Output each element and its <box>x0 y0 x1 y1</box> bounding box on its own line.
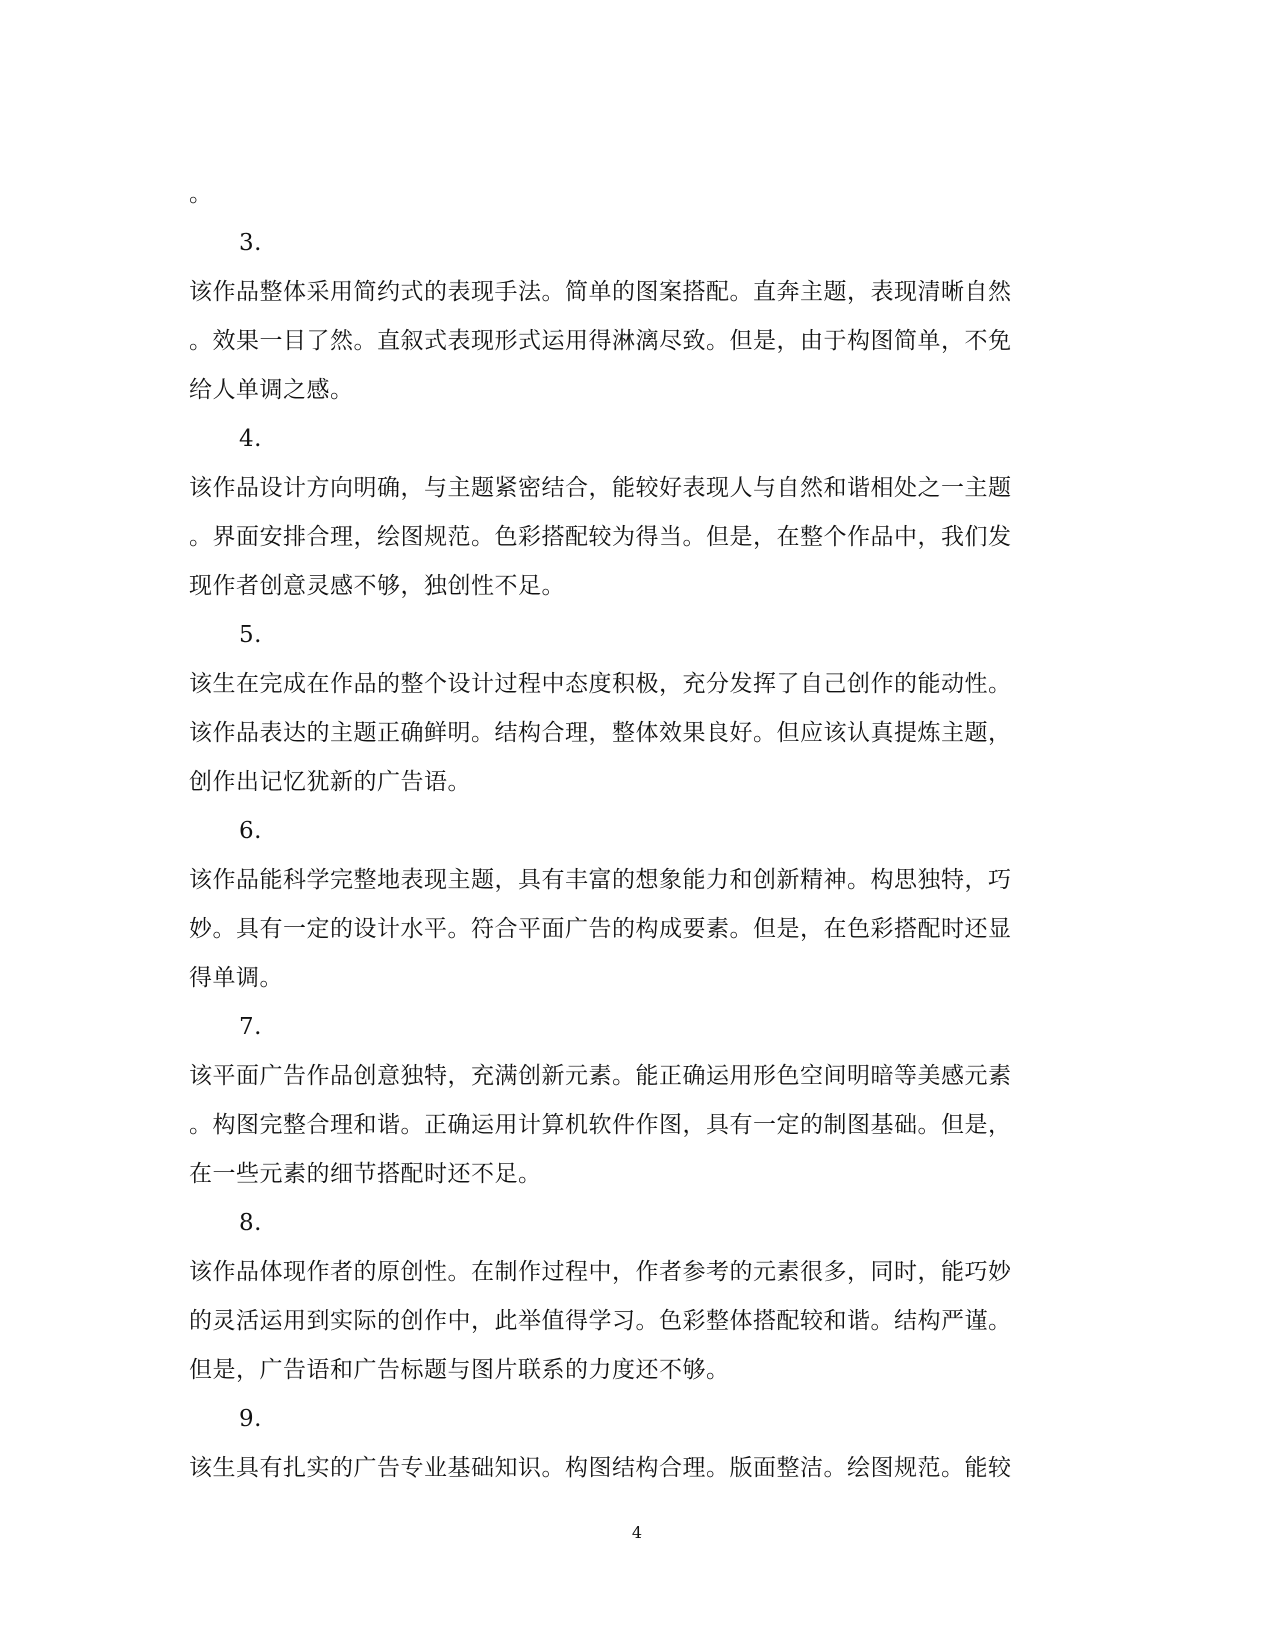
item-number: 8. <box>239 1210 262 1236</box>
text-line: 现作者创意灵感不够，独创性不足。 <box>189 573 565 599</box>
text-line: 。效果一目了然。直叙式表现形式运用得淋漓尽致。但是，由于构图简单，不免 <box>189 328 1012 354</box>
item-number: 3. <box>239 230 262 256</box>
text-line: 。 <box>189 181 213 207</box>
text-line: 该作品体现作者的原创性。在制作过程中，作者参考的元素很多，同时，能巧妙 <box>189 1259 1012 1285</box>
text-line: 该生具有扎实的广告专业基础知识。构图结构合理。版面整洁。绘图规范。能较 <box>189 1455 1012 1481</box>
text-line: 在一些元素的细节搭配时还不足。 <box>189 1161 542 1187</box>
item-number: 7. <box>239 1014 262 1040</box>
text-line: 的灵活运用到实际的创作中，此举值得学习。色彩整体搭配较和谐。结构严谨。 <box>189 1308 1012 1334</box>
text-line: 该作品表达的主题正确鲜明。结构合理，整体效果良好。但应该认真提炼主题， <box>189 720 1012 746</box>
text-line: 。构图完整合理和谐。正确运用计算机软件作图，具有一定的制图基础。但是， <box>189 1112 1012 1138</box>
document-body <box>189 170 1069 1493</box>
text-line: 。界面安排合理，绘图规范。色彩搭配较为得当。但是，在整个作品中，我们发 <box>189 524 1012 550</box>
item-number: 6. <box>239 818 262 844</box>
text-line: 妙。具有一定的设计水平。符合平面广告的构成要素。但是，在色彩搭配时还显 <box>189 916 1012 942</box>
text-line: 但是，广告语和广告标题与图片联系的力度还不够。 <box>189 1357 730 1383</box>
text-line: 该作品设计方向明确，与主题紧密结合，能较好表现人与自然和谐相处之一主题 <box>189 475 1012 501</box>
text-line: 该作品整体采用简约式的表现手法。简单的图案搭配。直奔主题，表现清晰自然 <box>189 279 1012 305</box>
text-line: 创作出记忆犹新的广告语。 <box>189 769 471 795</box>
text-line: 该作品能科学完整地表现主题，具有丰富的想象能力和创新精神。构思独特，巧 <box>189 867 1012 893</box>
page-number: 4 <box>631 1523 643 1542</box>
item-number: 4. <box>239 426 262 452</box>
text-line: 给人单调之感。 <box>189 377 354 403</box>
item-number: 5. <box>239 622 262 648</box>
text-line: 该生在完成在作品的整个设计过程中态度积极，充分发挥了自己创作的能动性。 <box>189 671 1012 697</box>
text-line: 该平面广告作品创意独特，充满创新元素。能正确运用形色空间明暗等美感元素 <box>189 1063 1012 1089</box>
item-number: 9. <box>239 1406 262 1432</box>
text-line: 得单调。 <box>189 965 283 991</box>
